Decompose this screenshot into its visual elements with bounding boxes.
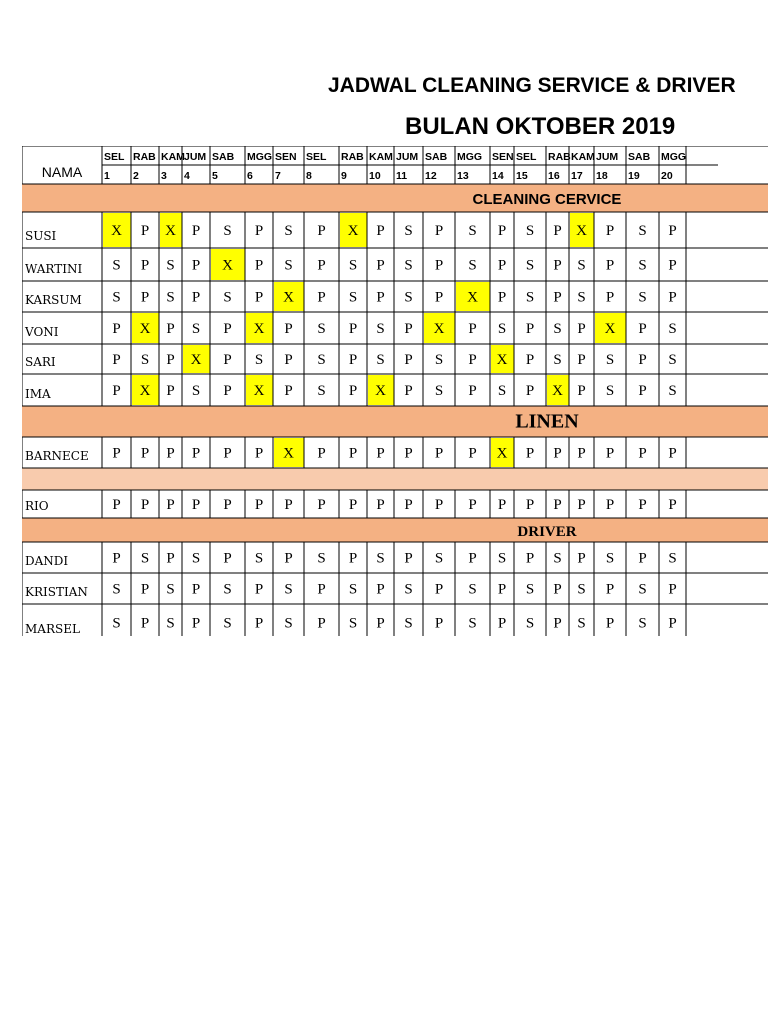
shift-cell: P — [468, 352, 477, 368]
schedule-table — [22, 146, 768, 636]
shift-cell: P — [376, 497, 385, 513]
shift-cell: S — [348, 615, 358, 632]
shift-cell: S — [404, 615, 413, 632]
shift-cell: S — [112, 615, 121, 632]
section-band-blank — [22, 468, 768, 490]
shift-cell: P — [348, 497, 358, 513]
staff-name: KARSUM — [25, 293, 82, 307]
staff-name: WARTINI — [25, 262, 83, 276]
shift-cell: S — [468, 257, 477, 274]
shift-cell: S — [497, 321, 507, 337]
shift-cell: S — [468, 581, 477, 598]
shift-cell: S — [191, 550, 201, 567]
shift-cell: S — [191, 383, 201, 399]
shift-cell: P — [577, 550, 586, 567]
date-header-16: 16 — [548, 170, 560, 182]
shift-cell: X — [552, 383, 563, 399]
shift-cell: S — [434, 352, 444, 368]
shift-cell: S — [577, 581, 586, 598]
date-header-20: 20 — [661, 170, 673, 182]
shift-cell: P — [223, 321, 232, 337]
shift-cell: P — [605, 223, 615, 239]
shift-cell: P — [112, 383, 121, 399]
shift-cell: P — [668, 581, 677, 598]
shift-cell: P — [404, 352, 413, 368]
shift-cell: P — [166, 445, 175, 462]
date-header-15: 15 — [516, 170, 528, 182]
shift-cell: P — [254, 289, 264, 306]
date-header-19: 19 — [628, 170, 640, 182]
shift-cell: P — [497, 223, 507, 239]
shift-cell: P — [376, 289, 385, 306]
shift-cell: P — [284, 321, 293, 337]
shift-cell: P — [191, 497, 201, 513]
shift-cell: P — [497, 615, 507, 632]
shift-cell: P — [638, 383, 647, 399]
shift-cell: S — [553, 321, 562, 337]
shift-cell: S — [140, 550, 150, 567]
shift-cell: X — [576, 223, 587, 239]
shift-cell: S — [605, 352, 615, 368]
shift-cell: P — [404, 550, 413, 567]
shift-cell: P — [223, 497, 232, 513]
shift-cell: P — [112, 550, 121, 567]
section-band-linen — [22, 406, 768, 437]
shift-cell: P — [553, 289, 562, 306]
shift-cell: S — [638, 223, 647, 239]
shift-cell: X — [496, 352, 508, 368]
shift-cell: P — [638, 445, 647, 462]
shift-cell: P — [404, 383, 413, 399]
shift-cell: S — [348, 257, 358, 274]
shift-cell: P — [468, 445, 477, 462]
shift-cell: P — [525, 550, 535, 567]
shift-cell: P — [140, 445, 150, 462]
shift-cell: P — [112, 497, 121, 513]
shift-cell: P — [468, 321, 477, 337]
shift-cell: P — [434, 615, 444, 632]
shift-cell: S — [668, 352, 677, 368]
shift-cell: P — [348, 445, 358, 462]
shift-cell: S — [317, 321, 326, 337]
shift-cell: P — [668, 223, 677, 239]
day-header-5: SAB — [212, 151, 235, 163]
shift-cell: S — [668, 550, 677, 567]
shift-cell: S — [638, 615, 647, 632]
shift-cell: S — [284, 223, 293, 239]
shift-cell: S — [468, 615, 477, 632]
shift-cell: P — [434, 257, 444, 274]
date-header-6: 6 — [247, 170, 253, 182]
shift-cell: P — [638, 321, 647, 337]
shift-cell: P — [191, 223, 201, 239]
shift-cell: S — [223, 615, 232, 632]
shift-cell: P — [434, 581, 444, 598]
staff-name: KRISTIAN — [25, 585, 88, 599]
staff-name: SUSI — [25, 229, 57, 243]
shift-cell: S — [166, 257, 175, 274]
shift-cell: P — [497, 581, 507, 598]
day-header-9: RAB — [341, 151, 364, 163]
shift-cell: P — [638, 352, 647, 368]
date-header-18: 18 — [596, 170, 608, 182]
date-header-10: 10 — [369, 170, 381, 182]
shift-cell: P — [668, 497, 677, 513]
shift-cell: P — [553, 445, 562, 462]
shift-cell: S — [112, 289, 121, 306]
shift-cell: P — [605, 289, 615, 306]
shift-cell: P — [497, 289, 507, 306]
shift-cell: X — [253, 383, 265, 399]
shift-cell: P — [404, 445, 413, 462]
shift-cell: S — [638, 581, 647, 598]
shift-cell: P — [191, 581, 201, 598]
day-header-6: MGG — [247, 151, 273, 163]
shift-cell: P — [404, 497, 413, 513]
shift-cell: P — [284, 383, 293, 399]
shift-cell: S — [668, 321, 677, 337]
shift-cell: P — [223, 445, 232, 462]
name-column-header: NAMA — [41, 164, 83, 180]
shift-cell: S — [404, 581, 413, 598]
shift-cell: X — [190, 352, 202, 368]
shift-cell: P — [348, 383, 358, 399]
shift-cell: P — [112, 321, 121, 337]
staff-name: RIO — [25, 499, 49, 513]
shift-cell: P — [348, 321, 358, 337]
day-header-18: JUM — [596, 151, 619, 163]
shift-cell: P — [376, 445, 385, 462]
date-header-1: 1 — [104, 170, 110, 182]
date-header-5: 5 — [212, 170, 218, 182]
shift-cell: S — [376, 321, 385, 337]
shift-cell: X — [496, 445, 508, 462]
shift-cell: X — [467, 289, 478, 306]
shift-cell: S — [376, 352, 385, 368]
date-header-11: 11 — [396, 170, 408, 182]
shift-cell: P — [638, 497, 647, 513]
shift-cell: P — [605, 257, 615, 274]
shift-cell: P — [284, 497, 293, 513]
shift-cell: S — [497, 550, 507, 567]
shift-cell: P — [668, 445, 677, 462]
shift-cell: P — [638, 550, 647, 567]
shift-cell: P — [577, 383, 586, 399]
shift-cell: S — [525, 223, 535, 239]
shift-cell: P — [497, 497, 507, 513]
day-header-4: JUM — [184, 151, 207, 163]
section-label: DRIVER — [517, 524, 577, 540]
shift-cell: S — [166, 615, 175, 632]
day-header-11: JUM — [396, 151, 419, 163]
date-header-3: 3 — [161, 170, 167, 182]
date-header-7: 7 — [275, 170, 281, 182]
shift-cell: S — [434, 550, 444, 567]
shift-cell: X — [111, 223, 122, 239]
shift-cell: P — [140, 257, 150, 274]
shift-cell: S — [404, 289, 413, 306]
shift-cell: P — [404, 321, 413, 337]
shift-cell: X — [165, 223, 176, 239]
shift-cell: P — [553, 257, 562, 274]
shift-cell: P — [191, 445, 201, 462]
shift-cell: S — [348, 289, 358, 306]
shift-cell: S — [553, 550, 562, 567]
shift-cell: S — [525, 581, 535, 598]
date-header-2: 2 — [133, 170, 139, 182]
staff-name: VONI — [25, 325, 59, 339]
date-header-17: 17 — [571, 170, 583, 182]
shift-cell: P — [254, 223, 264, 239]
date-header-4: 4 — [184, 170, 190, 182]
shift-cell: P — [525, 497, 535, 513]
shift-cell: P — [348, 352, 358, 368]
shift-cell: X — [139, 383, 151, 399]
shift-cell: P — [191, 289, 201, 306]
section-band-driver — [22, 518, 768, 542]
shift-cell: P — [284, 550, 293, 567]
shift-cell: P — [497, 257, 507, 274]
day-header-16: RAB — [548, 151, 571, 163]
shift-cell: S — [140, 352, 150, 368]
shift-cell: P — [434, 497, 444, 513]
shift-cell: P — [376, 615, 385, 632]
shift-cell: X — [283, 289, 294, 306]
shift-cell: P — [140, 581, 150, 598]
shift-cell: P — [468, 383, 477, 399]
shift-cell: S — [525, 615, 535, 632]
shift-cell: P — [577, 321, 586, 337]
shift-cell: S — [166, 289, 175, 306]
shift-cell: S — [166, 581, 175, 598]
shift-cell: P — [112, 352, 121, 368]
shift-cell: P — [223, 550, 232, 567]
shift-cell: P — [525, 321, 535, 337]
shift-cell: X — [253, 321, 265, 337]
shift-cell: S — [284, 615, 293, 632]
shift-cell: P — [254, 615, 264, 632]
shift-cell: P — [668, 615, 677, 632]
shift-cell: X — [347, 223, 359, 239]
date-header-8: 8 — [306, 170, 312, 182]
shift-cell: P — [376, 257, 385, 274]
date-header-9: 9 — [341, 170, 347, 182]
shift-cell: S — [577, 289, 586, 306]
shift-cell: P — [112, 445, 121, 462]
shift-cell: P — [348, 550, 358, 567]
shift-cell: P — [223, 352, 232, 368]
shift-cell: S — [468, 223, 477, 239]
day-header-19: SAB — [628, 151, 651, 163]
shift-cell: S — [404, 223, 413, 239]
day-header-7: SEN — [275, 151, 297, 163]
shift-cell: P — [468, 550, 477, 567]
page-title: JADWAL CLEANING SERVICE & DRIVER — [328, 74, 736, 97]
shift-cell: S — [191, 321, 201, 337]
shift-cell: P — [525, 383, 535, 399]
shift-cell: P — [605, 497, 615, 513]
day-header-8: SEL — [306, 151, 327, 163]
shift-cell: S — [638, 257, 647, 274]
date-header-14: 14 — [492, 170, 504, 182]
shift-cell: P — [553, 497, 562, 513]
shift-cell: S — [434, 383, 444, 399]
shift-cell: P — [668, 257, 677, 274]
date-header-12: 12 — [425, 170, 437, 182]
shift-cell: P — [525, 352, 535, 368]
shift-cell: P — [525, 445, 535, 462]
shift-cell: P — [166, 383, 175, 399]
shift-cell: P — [577, 497, 586, 513]
shift-cell: S — [112, 257, 121, 274]
shift-cell: P — [605, 445, 615, 462]
staff-name: SARI — [25, 355, 56, 369]
shift-cell: P — [317, 497, 326, 513]
shift-cell: P — [553, 615, 562, 632]
section-label: LINEN — [515, 410, 579, 433]
staff-name: MARSEL — [25, 622, 80, 636]
shift-cell: S — [525, 257, 535, 274]
day-header-3: KAM — [161, 151, 185, 163]
shift-cell: P — [254, 257, 264, 274]
shift-cell: P — [254, 581, 264, 598]
shift-cell: P — [191, 615, 201, 632]
shift-cell: P — [254, 497, 264, 513]
shift-cell: S — [668, 383, 677, 399]
shift-cell: S — [223, 289, 232, 306]
shift-cell: S — [638, 289, 647, 306]
day-header-2: RAB — [133, 151, 156, 163]
shift-cell: S — [525, 289, 535, 306]
shift-cell: P — [317, 257, 326, 274]
shift-cell: S — [254, 352, 264, 368]
shift-cell: P — [166, 497, 175, 513]
shift-cell: S — [348, 581, 358, 598]
shift-cell: S — [223, 581, 232, 598]
day-header-17: KAM — [571, 151, 595, 163]
shift-cell: P — [191, 257, 201, 274]
shift-cell: S — [605, 550, 615, 567]
shift-cell: P — [284, 352, 293, 368]
shift-cell: P — [668, 289, 677, 306]
shift-cell: S — [497, 383, 507, 399]
shift-cell: P — [468, 497, 477, 513]
shift-cell: P — [317, 223, 326, 239]
shift-cell: X — [222, 257, 233, 274]
shift-cell: S — [553, 352, 562, 368]
shift-cell: P — [166, 321, 175, 337]
section-band-cleaning-cervice — [22, 184, 768, 212]
shift-cell: S — [317, 550, 326, 567]
shift-cell: S — [577, 257, 586, 274]
day-header-12: SAB — [425, 151, 448, 163]
day-header-14: SEN — [492, 151, 514, 163]
shift-cell: P — [434, 445, 444, 462]
shift-cell: P — [140, 497, 150, 513]
day-header-20: MGG — [661, 151, 687, 163]
page-subtitle: BULAN OKTOBER 2019 — [405, 113, 676, 140]
shift-cell: S — [404, 257, 413, 274]
shift-cell: P — [140, 223, 150, 239]
shift-cell: X — [604, 321, 616, 337]
shift-cell: S — [317, 352, 326, 368]
shift-cell: X — [375, 383, 386, 399]
shift-cell: S — [284, 257, 293, 274]
shift-cell: P — [166, 352, 175, 368]
staff-name: DANDI — [25, 554, 69, 568]
shift-cell: P — [254, 445, 264, 462]
day-header-1: SEL — [104, 151, 125, 163]
staff-name: BARNECE — [25, 449, 89, 463]
shift-cell: P — [434, 289, 444, 306]
day-header-13: MGG — [457, 151, 483, 163]
shift-cell: P — [317, 289, 326, 306]
shift-cell: P — [376, 581, 385, 598]
shift-cell: S — [112, 581, 121, 598]
shift-cell: P — [434, 223, 444, 239]
shift-cell: P — [577, 352, 586, 368]
shift-cell: P — [605, 615, 615, 632]
shift-cell: P — [553, 581, 562, 598]
shift-cell: P — [317, 581, 326, 598]
date-header-13: 13 — [457, 170, 469, 182]
shift-cell: P — [166, 550, 175, 567]
shift-cell: P — [317, 615, 326, 632]
day-header-10: KAM — [369, 151, 393, 163]
shift-cell: S — [317, 383, 326, 399]
shift-cell: S — [254, 550, 264, 567]
day-header-15: SEL — [516, 151, 537, 163]
section-label: CLEANING CERVICE — [472, 191, 622, 208]
shift-cell: S — [284, 581, 293, 598]
shift-cell: P — [577, 445, 586, 462]
shift-cell: X — [283, 445, 294, 462]
shift-cell: P — [376, 223, 385, 239]
shift-cell: X — [139, 321, 151, 337]
shift-cell: S — [605, 383, 615, 399]
shift-cell: P — [317, 445, 326, 462]
shift-cell: P — [140, 289, 150, 306]
shift-cell: P — [553, 223, 562, 239]
shift-cell: S — [376, 550, 385, 567]
staff-name: IMA — [25, 387, 51, 401]
shift-cell: P — [140, 615, 150, 632]
shift-cell: S — [223, 223, 232, 239]
shift-cell: P — [605, 581, 615, 598]
shift-cell: S — [577, 615, 586, 632]
shift-cell: X — [433, 321, 445, 337]
shift-cell: P — [223, 383, 232, 399]
